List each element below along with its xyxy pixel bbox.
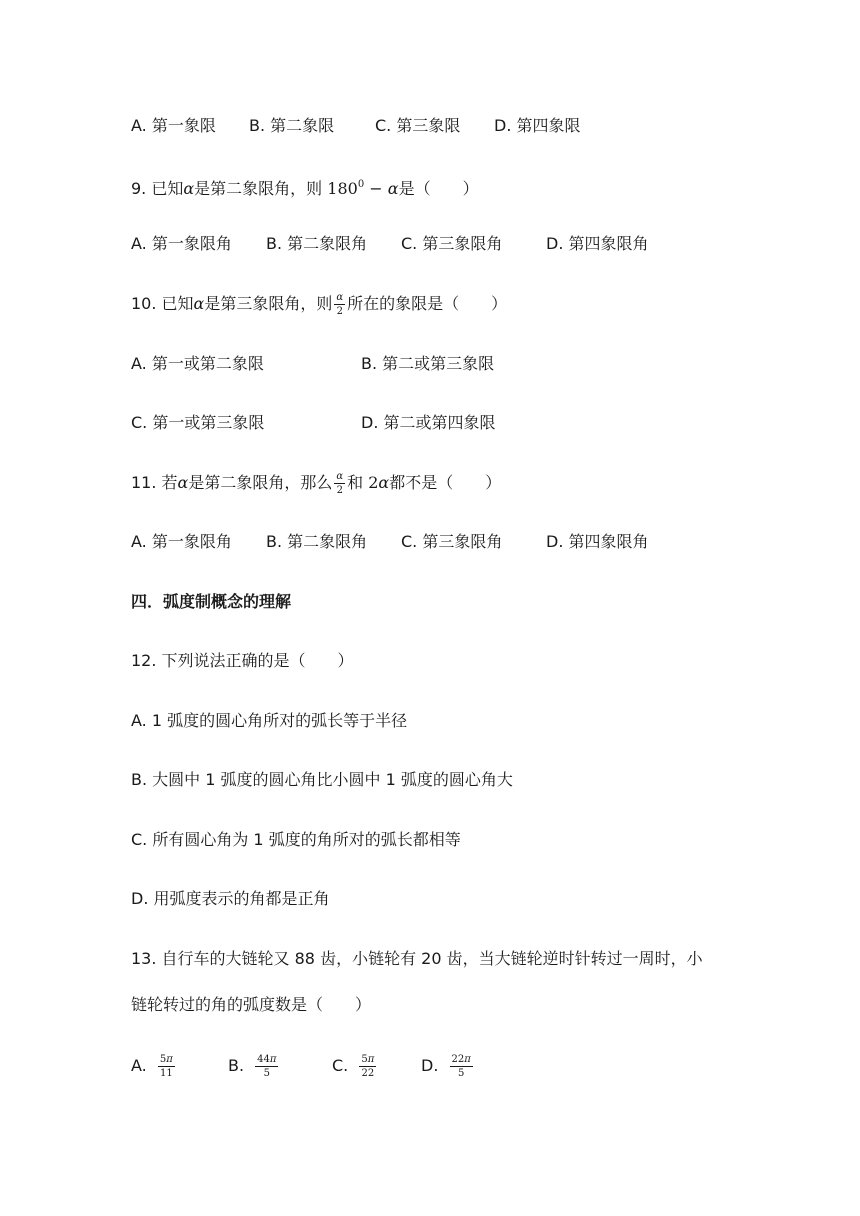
- q8-option-b: B. 第二象限: [249, 116, 335, 135]
- q13-option-d-num: 22: [451, 1054, 465, 1065]
- q11-option-b: B. 第二象限角: [266, 532, 368, 551]
- q11-option-a: A. 第一象限角: [131, 532, 232, 551]
- q10-option-b: B. 第二或第三象限: [361, 354, 495, 373]
- q11-prefix: 11. 若: [131, 473, 178, 492]
- q13-option-b-num: 44: [257, 1054, 270, 1065]
- q9-prefix: 9. 已知: [131, 179, 184, 198]
- q9-option-a: A. 第一象限角: [131, 234, 232, 253]
- q11-fraction: [334, 471, 345, 496]
- q13-option-a: [131, 1054, 177, 1079]
- question-11: [131, 471, 501, 496]
- q11-alpha: α: [177, 473, 189, 492]
- q10-option-a: A. 第一或第二象限: [131, 354, 264, 373]
- q9-expr-minus: −: [364, 179, 388, 198]
- q13-option-a-fraction: [158, 1054, 175, 1079]
- pi-symbol: π: [367, 1054, 375, 1065]
- q13-option-d-den: 5: [457, 1068, 465, 1079]
- q13-option-a-num: 5: [159, 1054, 167, 1065]
- q12-option-d: D. 用弧度表示的角都是正角: [131, 889, 330, 908]
- q13-option-d-fraction: [450, 1054, 473, 1079]
- pi-symbol: π: [269, 1054, 277, 1065]
- q12-option-b: B. 大圆中 1 弧度的圆心角比小圆中 1 弧度的圆心角大: [131, 770, 513, 789]
- q9-alpha: α: [183, 179, 195, 198]
- q9-expr-sup: 0: [357, 179, 365, 190]
- question-10: [131, 292, 507, 317]
- q11-two: 2: [368, 473, 379, 492]
- section-heading: 四．弧度制概念的理解: [131, 592, 292, 611]
- pi-symbol: π: [166, 1054, 173, 1065]
- q11-frac-den: 2: [336, 485, 343, 496]
- q10-frac-num: α: [336, 292, 344, 303]
- q10-option-c: C. 第一或第三象限: [131, 413, 265, 432]
- question-13-line-2: 链轮转过的角的弧度数是（ ）: [131, 995, 372, 1014]
- question-12: 12. 下列说法正确的是（ ）: [131, 651, 354, 670]
- q13-option-d: [421, 1054, 475, 1079]
- q13-option-a-label: A.: [131, 1056, 147, 1075]
- q9-expr-base: 180: [327, 179, 358, 198]
- q9-option-d: D. 第四象限角: [546, 234, 649, 253]
- q11-mid: 是第二象限角，那么: [188, 473, 333, 492]
- q9-suffix: 是（ ）: [398, 179, 479, 198]
- q12-option-c: C. 所有圆心角为 1 弧度的角所对的弧长都相等: [131, 830, 461, 849]
- q11-frac-num: α: [336, 471, 344, 482]
- q10-alpha: α: [193, 294, 205, 313]
- q9-option-b: B. 第二象限角: [266, 234, 368, 253]
- q11-option-c: C. 第三象限角: [401, 532, 503, 551]
- q10-fraction: [334, 292, 345, 317]
- q13-option-b-den: 5: [263, 1068, 270, 1079]
- q11-option-d: D. 第四象限角: [546, 532, 649, 551]
- q13-option-b-fraction: [255, 1054, 278, 1079]
- q13-option-c-num: 5: [361, 1054, 368, 1065]
- q8-option-a: A. 第一象限: [131, 116, 216, 135]
- q11-alpha2: α: [378, 473, 390, 492]
- q10-mid: 是第三象限角，则: [204, 294, 333, 313]
- pi-symbol: π: [464, 1054, 471, 1065]
- q13-option-b-label: B.: [228, 1056, 245, 1075]
- q10-option-d: D. 第二或第四象限: [361, 413, 496, 432]
- q9-mid: 是第二象限角，则: [194, 179, 323, 198]
- q9-expr-alpha: α: [387, 179, 399, 198]
- q8-option-d: D. 第四象限: [494, 116, 581, 135]
- q10-frac-den: 2: [336, 306, 343, 317]
- question-9: [131, 174, 479, 200]
- q11-and: 和: [347, 473, 369, 492]
- q13-option-d-label: D.: [421, 1056, 439, 1075]
- q13-option-c: [332, 1054, 378, 1079]
- question-13-line-1: 13. 自行车的大链轮又 88 齿，小链轮有 20 齿，当大链轮逆时针转过一周时，小: [131, 949, 703, 968]
- q13-option-b: [228, 1054, 280, 1079]
- q8-option-c: C. 第三象限: [375, 116, 461, 135]
- q9-option-c: C. 第三象限角: [401, 234, 503, 253]
- q13-option-c-label: C.: [332, 1056, 349, 1075]
- q10-suffix: 所在的象限是（ ）: [347, 294, 508, 313]
- q11-suffix: 都不是（ ）: [389, 473, 502, 492]
- q13-option-a-den: 11: [159, 1068, 173, 1079]
- q12-option-a: A. 1 弧度的圆心角所对的弧长等于半径: [131, 711, 408, 730]
- q13-option-c-fraction: [359, 1054, 376, 1079]
- q10-prefix: 10. 已知: [131, 294, 194, 313]
- q13-option-c-den: 22: [361, 1068, 375, 1079]
